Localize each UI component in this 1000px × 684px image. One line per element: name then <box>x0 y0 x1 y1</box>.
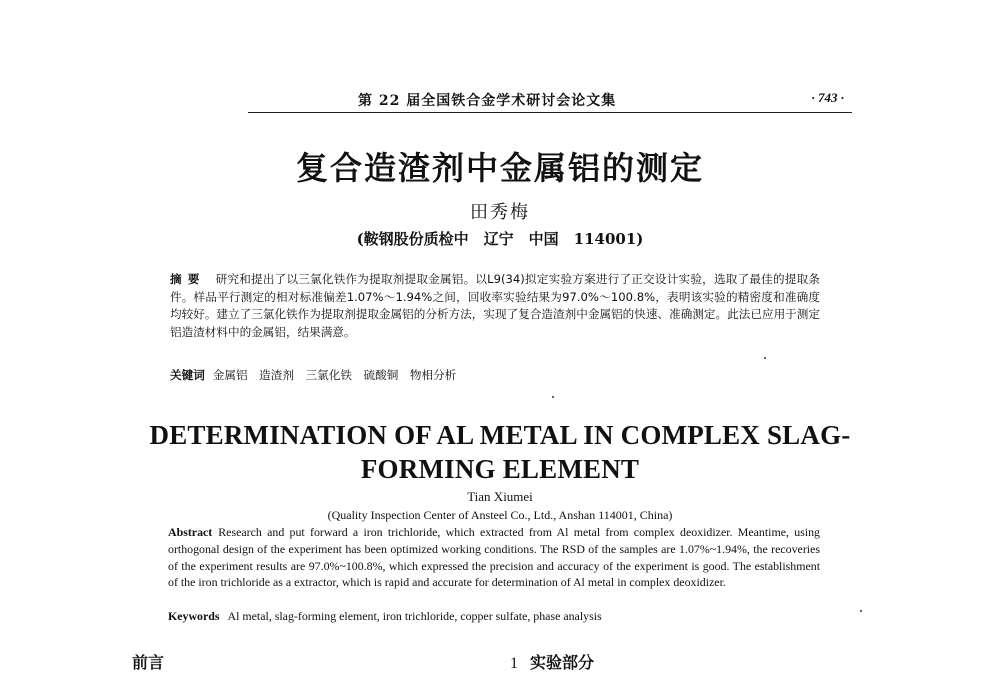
scan-speck <box>860 610 862 612</box>
abstract-en <box>168 524 820 591</box>
abstract-cn-label: 摘要 <box>170 272 206 286</box>
keywords-en-text: Al metal, slag-forming element, iron trichloride, copper sulfate, phase analysis <box>227 609 602 623</box>
abstract-cn <box>170 271 820 341</box>
paper-title-en: DETERMINATION OF AL METAL IN COMPLEX SLAG-FORMING ELEMENT <box>149 420 851 484</box>
author-en: Tian Xiumei <box>467 489 533 504</box>
section-number: 1 <box>510 655 518 672</box>
affiliation-en: (Quality Inspection Center of Ansteel Co., Ltd., Anshan 114001, China) <box>327 508 673 522</box>
keywords-cn-text: 金属铝 造渣剂 三氯化铁 硫酸铜 物相分析 <box>212 368 457 382</box>
scan-speck <box>552 396 554 398</box>
page-number: · 743 · <box>811 90 844 105</box>
paper-title-cn: 复合造渣剂中金属铝的测定 <box>295 149 704 187</box>
abstract-en-label: Abstract <box>168 525 213 539</box>
proceedings-title: 第 22 届全国铁合金学术研讨会论文集 <box>358 93 617 109</box>
affiliation-cn: (鞍钢股份质检中 辽宁 中国 114001) <box>356 230 644 248</box>
keywords-cn <box>170 367 820 383</box>
scan-speck <box>764 357 766 359</box>
section-heading-intro: 前言 <box>132 653 165 672</box>
author-cn: 田秀梅 <box>470 202 530 223</box>
keywords-cn-label: 关键词 <box>170 368 205 382</box>
abstract-cn-text: 研究和提出了以三氯化铁作为提取剂提取金属铝。以L9(34)拟定实验方案进行了正交设计实验，选取了最佳的提取条件。样品平行测定的相对标准偏差1.07%～1.94%之间，回收率实验结果为97.0%～100.8%，表明该实验的精密度和准确度均较好。建立了三氯化铁作为提取剂提取金属铝的分析方法，实现了复合造渣剂中金属铝的快速、准确测定。此法已应用于测定铝造渣材料中的金属铝，结果满意。 <box>170 272 820 339</box>
abstract-en-text: Research and put forward a iron trichloride, which extracted from Al metal from complex deoxidizer. Meantime, using orthogonal design of the experiment has been optimized working conditions. The RSD of the samples are 1.07%~1.94%, the recoveries of the experiment results are 97.0%~100.8%, which expressed the precision and accuracy of the experiment is good. The establishment of the iron trichloride as a extractor, which is rapid and accurate for determination of Al metal in complex deoxidizer. <box>168 525 820 590</box>
section-heading-experiment <box>510 650 594 673</box>
keywords-en <box>168 609 820 624</box>
keywords-en-label: Keywords <box>168 609 220 623</box>
running-header <box>248 90 852 113</box>
section-title: 实验部分 <box>530 653 595 672</box>
